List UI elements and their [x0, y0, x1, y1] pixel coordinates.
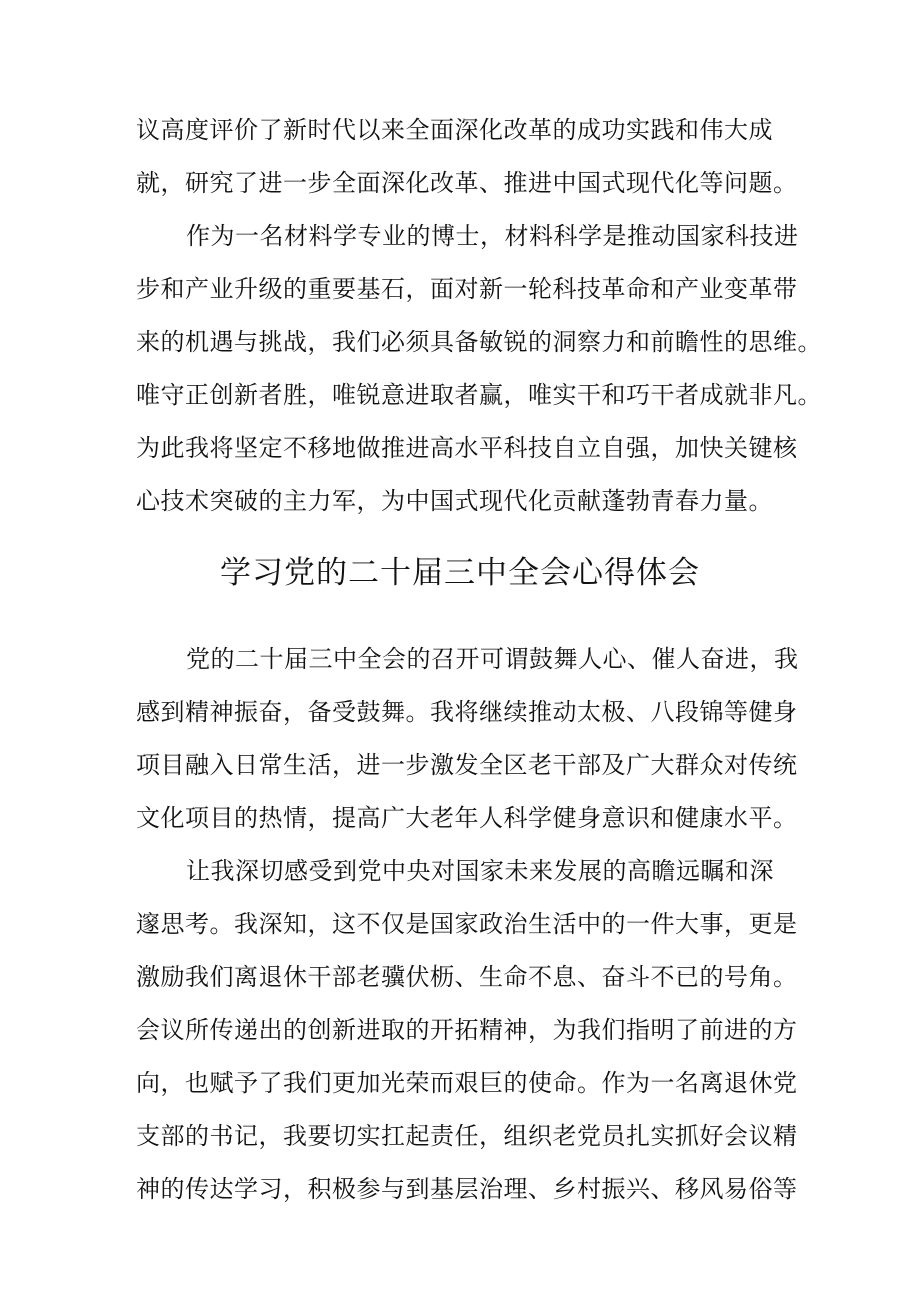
body-text-bottom: [136, 633, 799, 1216]
text-line: 激励我们离退休干部老骥伏枥、生命不息、奋斗不已的号角。: [136, 963, 798, 991]
text-line: 项目融入日常生活，进一步激发全区老干部及广大群众对传统: [136, 751, 798, 779]
body-text-top: [136, 104, 822, 528]
text-line: 为此我将坚定不移地做推进高水平科技自立自强，加快关键核: [136, 434, 798, 462]
text-line: 来的机遇与挑战，我们必须具备敏锐的洞察力和前瞻性的思维。: [136, 328, 822, 356]
text-line: 步和产业升级的重要基石，面对新一轮科技革命和产业变革带: [136, 275, 798, 303]
text-line: 议高度评价了新时代以来全面深化改革的成功实践和伟大成: [136, 116, 773, 144]
text-line: 支部的书记，我要切实扛起责任，组织老党员扎实抓好会议精: [136, 1122, 798, 1150]
text-line: 唯守正创新者胜，唯锐意进取者赢，唯实干和巧干者成就非凡。: [136, 381, 822, 409]
text-line: 会议所传递出的创新进取的开拓精神，为我们指明了前进的方: [136, 1016, 798, 1044]
paragraph-start-line: 党的二十届三中全会的召开可谓鼓舞人心、催人奋进，我: [186, 645, 799, 673]
paragraph-start-line: 让我深切感受到党中央对国家未来发展的高瞻远瞩和深: [186, 857, 774, 885]
paragraph-start-line: 作为一名材料学专业的博士，材料科学是推动国家科技进: [186, 222, 799, 250]
text-line: 就，研究了进一步全面深化改革、推进中国式现代化等问题。: [136, 169, 798, 197]
text-line: 感到精神振奋，备受鼓舞。我将继续推动太极、八段锦等健身: [136, 698, 798, 726]
text-line: 文化项目的热情，提高广大老年人科学健身意识和健康水平。: [136, 804, 798, 832]
text-line: 神的传达学习，积极参与到基层治理、乡村振兴、移风易俗等: [136, 1175, 798, 1203]
section-title: 学习党的二十届三中全会心得体会: [220, 555, 700, 591]
text-line: 向，也赋予了我们更加光荣而艰巨的使命。作为一名离退休党: [136, 1069, 798, 1097]
text-line: 心技术突破的主力军，为中国式现代化贡献蓬勃青春力量。: [136, 487, 773, 515]
text-line: 邃思考。我深知，这不仅是国家政治生活中的一件大事，更是: [136, 910, 798, 938]
